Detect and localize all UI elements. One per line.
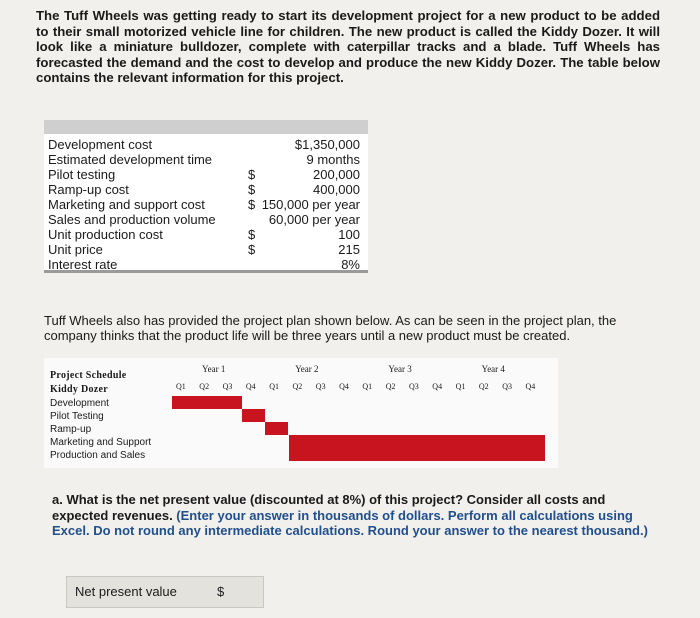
quarter-label: Q4 [339, 382, 349, 391]
task-bar [265, 422, 288, 435]
quarter-label: Q2 [199, 382, 210, 391]
intro-paragraph: The Tuff Wheels was getting ready to start its development project for a new product to be added to their small motorized vehicle line for children. The new product is called the Kiddy Dozer. It will look like a miniature bulldozer, complete with caterpillar tracks and a blade. Tuff Wheels has forecasted the demand and the cost to develop and produce the new Kiddy Dozer. The table below contains the relevant information for this project. [36, 8, 660, 85]
project-schedule-chart [44, 358, 558, 468]
table-header-bar [44, 120, 368, 134]
info-row-currency: $ [248, 227, 256, 242]
info-row-label: Marketing and support cost [48, 197, 205, 212]
info-row-value: 100 [338, 227, 360, 242]
info-row [48, 257, 366, 272]
info-row-label: Estimated development time [48, 152, 213, 167]
info-row [48, 137, 366, 152]
npv-currency-symbol: $ [217, 584, 225, 599]
quarter-label: Q1 [455, 382, 466, 391]
task-label: Marketing and Support [50, 437, 152, 448]
info-row-label: Development cost [48, 137, 153, 152]
question-instructions: (Enter your answer in thousands of dollars. Perform all calculations using Excel. Do not round any intermediate calculations. Round your answer to the nearest thousand.) [52, 507, 648, 538]
task-label: Development [50, 398, 109, 409]
year-label: Year 2 [295, 364, 319, 374]
quarter-label: Q4 [245, 382, 256, 391]
npv-label: Net present value [75, 584, 177, 599]
task-label: Pilot Testing [50, 411, 104, 422]
info-row-value: 60,000 per year [268, 212, 360, 227]
info-row [48, 182, 366, 197]
question-text: a. What is the net present value (discounted at 8%) of this project? Consider all costs and expected revenues. [52, 492, 606, 523]
info-row-label: Pilot testing [48, 167, 116, 182]
quarter-label: Q1 [269, 382, 279, 391]
quarter-label: Q1 [362, 382, 373, 391]
info-row [48, 197, 366, 212]
project-info-table [44, 120, 368, 272]
year-label: Year 3 [388, 364, 412, 374]
task-bar [289, 448, 545, 461]
quarter-label: Q2 [292, 382, 303, 391]
year-label: Year 4 [481, 364, 505, 374]
year-label: Year 1 [202, 364, 226, 374]
task-label: Production and Sales [50, 450, 146, 461]
info-row-value: 150,000 per year [261, 197, 360, 212]
schedule-title: Project Schedule [50, 370, 127, 381]
info-row-label: Unit price [48, 242, 103, 257]
info-row [48, 152, 366, 167]
quarter-label: Q3 [222, 382, 233, 391]
info-row-currency: $ [248, 167, 256, 182]
info-row-value: 400,000 [313, 182, 360, 197]
info-row [48, 227, 366, 242]
task-bar [242, 409, 265, 422]
quarter-label: Q3 [315, 382, 326, 391]
quarter-label: Q4 [525, 382, 536, 391]
info-row-currency: $ [248, 197, 256, 212]
task-bar [172, 396, 242, 409]
info-row-label: Sales and production volume [48, 212, 216, 227]
quarter-label: Q2 [478, 382, 489, 391]
info-row-label: Ramp-up cost [48, 182, 129, 197]
info-row [48, 242, 366, 257]
info-row-value: 9 months [306, 152, 360, 167]
info-row [48, 212, 366, 227]
quarter-label: Q1 [176, 382, 186, 391]
info-row-value: 200,000 [313, 167, 360, 182]
info-row-value: 8% [341, 257, 360, 272]
npv-answer-row [66, 576, 264, 608]
info-row-currency: $ [248, 182, 256, 197]
info-row-label: Interest rate [48, 257, 118, 272]
question-a [52, 492, 656, 539]
info-row [48, 167, 366, 182]
info-row-label: Unit production cost [48, 227, 163, 242]
task-label: Ramp-up [50, 424, 92, 435]
quarter-label: Q2 [385, 382, 396, 391]
task-bar [289, 435, 545, 448]
quarter-label: Q3 [409, 382, 419, 391]
project-plan-paragraph: Tuff Wheels also has provided the project plan shown below. As can be seen in the project plan, the company thinks that the product life will be three years until a new product must be created. [44, 313, 617, 343]
info-row-value: 215 [338, 242, 360, 257]
info-row-currency: $ [248, 242, 256, 257]
quarter-label: Q3 [502, 382, 512, 391]
quarter-label: Q4 [432, 382, 443, 391]
schedule-subtitle: Kiddy Dozer [50, 384, 109, 395]
info-row-value: $1,350,000 [294, 137, 360, 152]
